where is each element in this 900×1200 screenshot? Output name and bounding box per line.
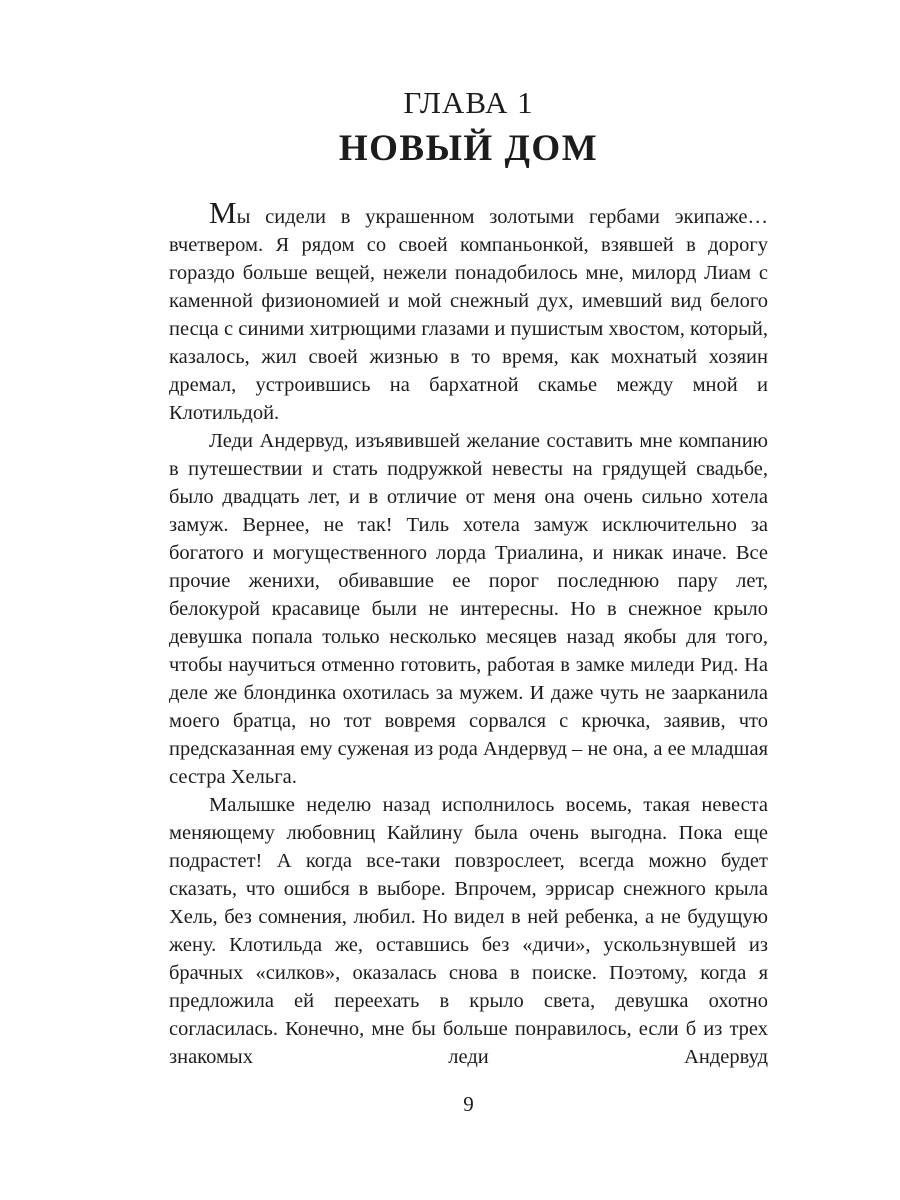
- body-text: [169, 194, 768, 1071]
- page-number: 9: [463, 1092, 474, 1116]
- chapter-label: ГЛАВА 1: [403, 85, 534, 120]
- paragraph: [169, 194, 768, 427]
- text-block: [169, 86, 768, 1071]
- chapter-title: НОВЫЙ ДОМ: [338, 128, 599, 170]
- paragraph-text: ы сидели в украшенном золотыми гербами экипаже… вчетвером. Я рядом со своей компаньонкой, взявшей в дорогу гораздо больше вещей, нежели понадобилось мне, милорд Лиам с каменной физиономией и мой снежный дух, имевший вид белого песца с синими хитрющими глазами и пушистым хвостом, который, казалось, жил своей жизнью в то время, как мохнатый хозяин дремал, устроившись на бархатной скамье между мной и Клотильдой.: [169, 205, 768, 424]
- drop-cap-initial: М: [209, 194, 237, 230]
- paragraph: Леди Андервуд, изъявившей желание составить мне компанию в путешествии и стать подружкой невесты на грядущей свадьбе, было двадцать лет, и в отличие от меня она очень сильно хотела замуж. Вернее, не так! Тиль хотела замуж исключительно за богатого и могущественного лорда Триалина, и никак иначе. Все прочие женихи, обивавшие ее порог последнюю пару лет, белокурой красавице были не интересны. Но в снежное крыло девушка попала только несколько месяцев назад якобы для того, чтобы научиться отменно готовить, работая в замке миледи Рид. На деле же блондинка охотилась за мужем. И даже чуть не заарканила моего братца, но тот вовремя сорвался с крючка, заявив, что предсказанная ему суженая из рода Андервуд – не она, а ее младшая сестра Хельга.: [169, 429, 768, 788]
- paragraph: Малышке неделю назад исполнилось восемь, такая невеста меняющему любовниц Кайлину была очень выгодна. Пока еще подрастет! А когда все-таки повзрослеет, всегда можно будет сказать, что ошибся в выборе. Впрочем, эррисар снежного крыла Хель, без сомнения, любил. Но видел в ней ребенка, а не будущую жену. Клотильда же, оставшись без «дичи», ускользнувшей из брачных «силков», оказалась снова в поиске. Поэтому, когда я предложила ей переехать в крыло света, девушка охотно согласилась. Конечно, мне бы больше понравилось, если б из трех знакомых леди Андервуд: [169, 793, 768, 1068]
